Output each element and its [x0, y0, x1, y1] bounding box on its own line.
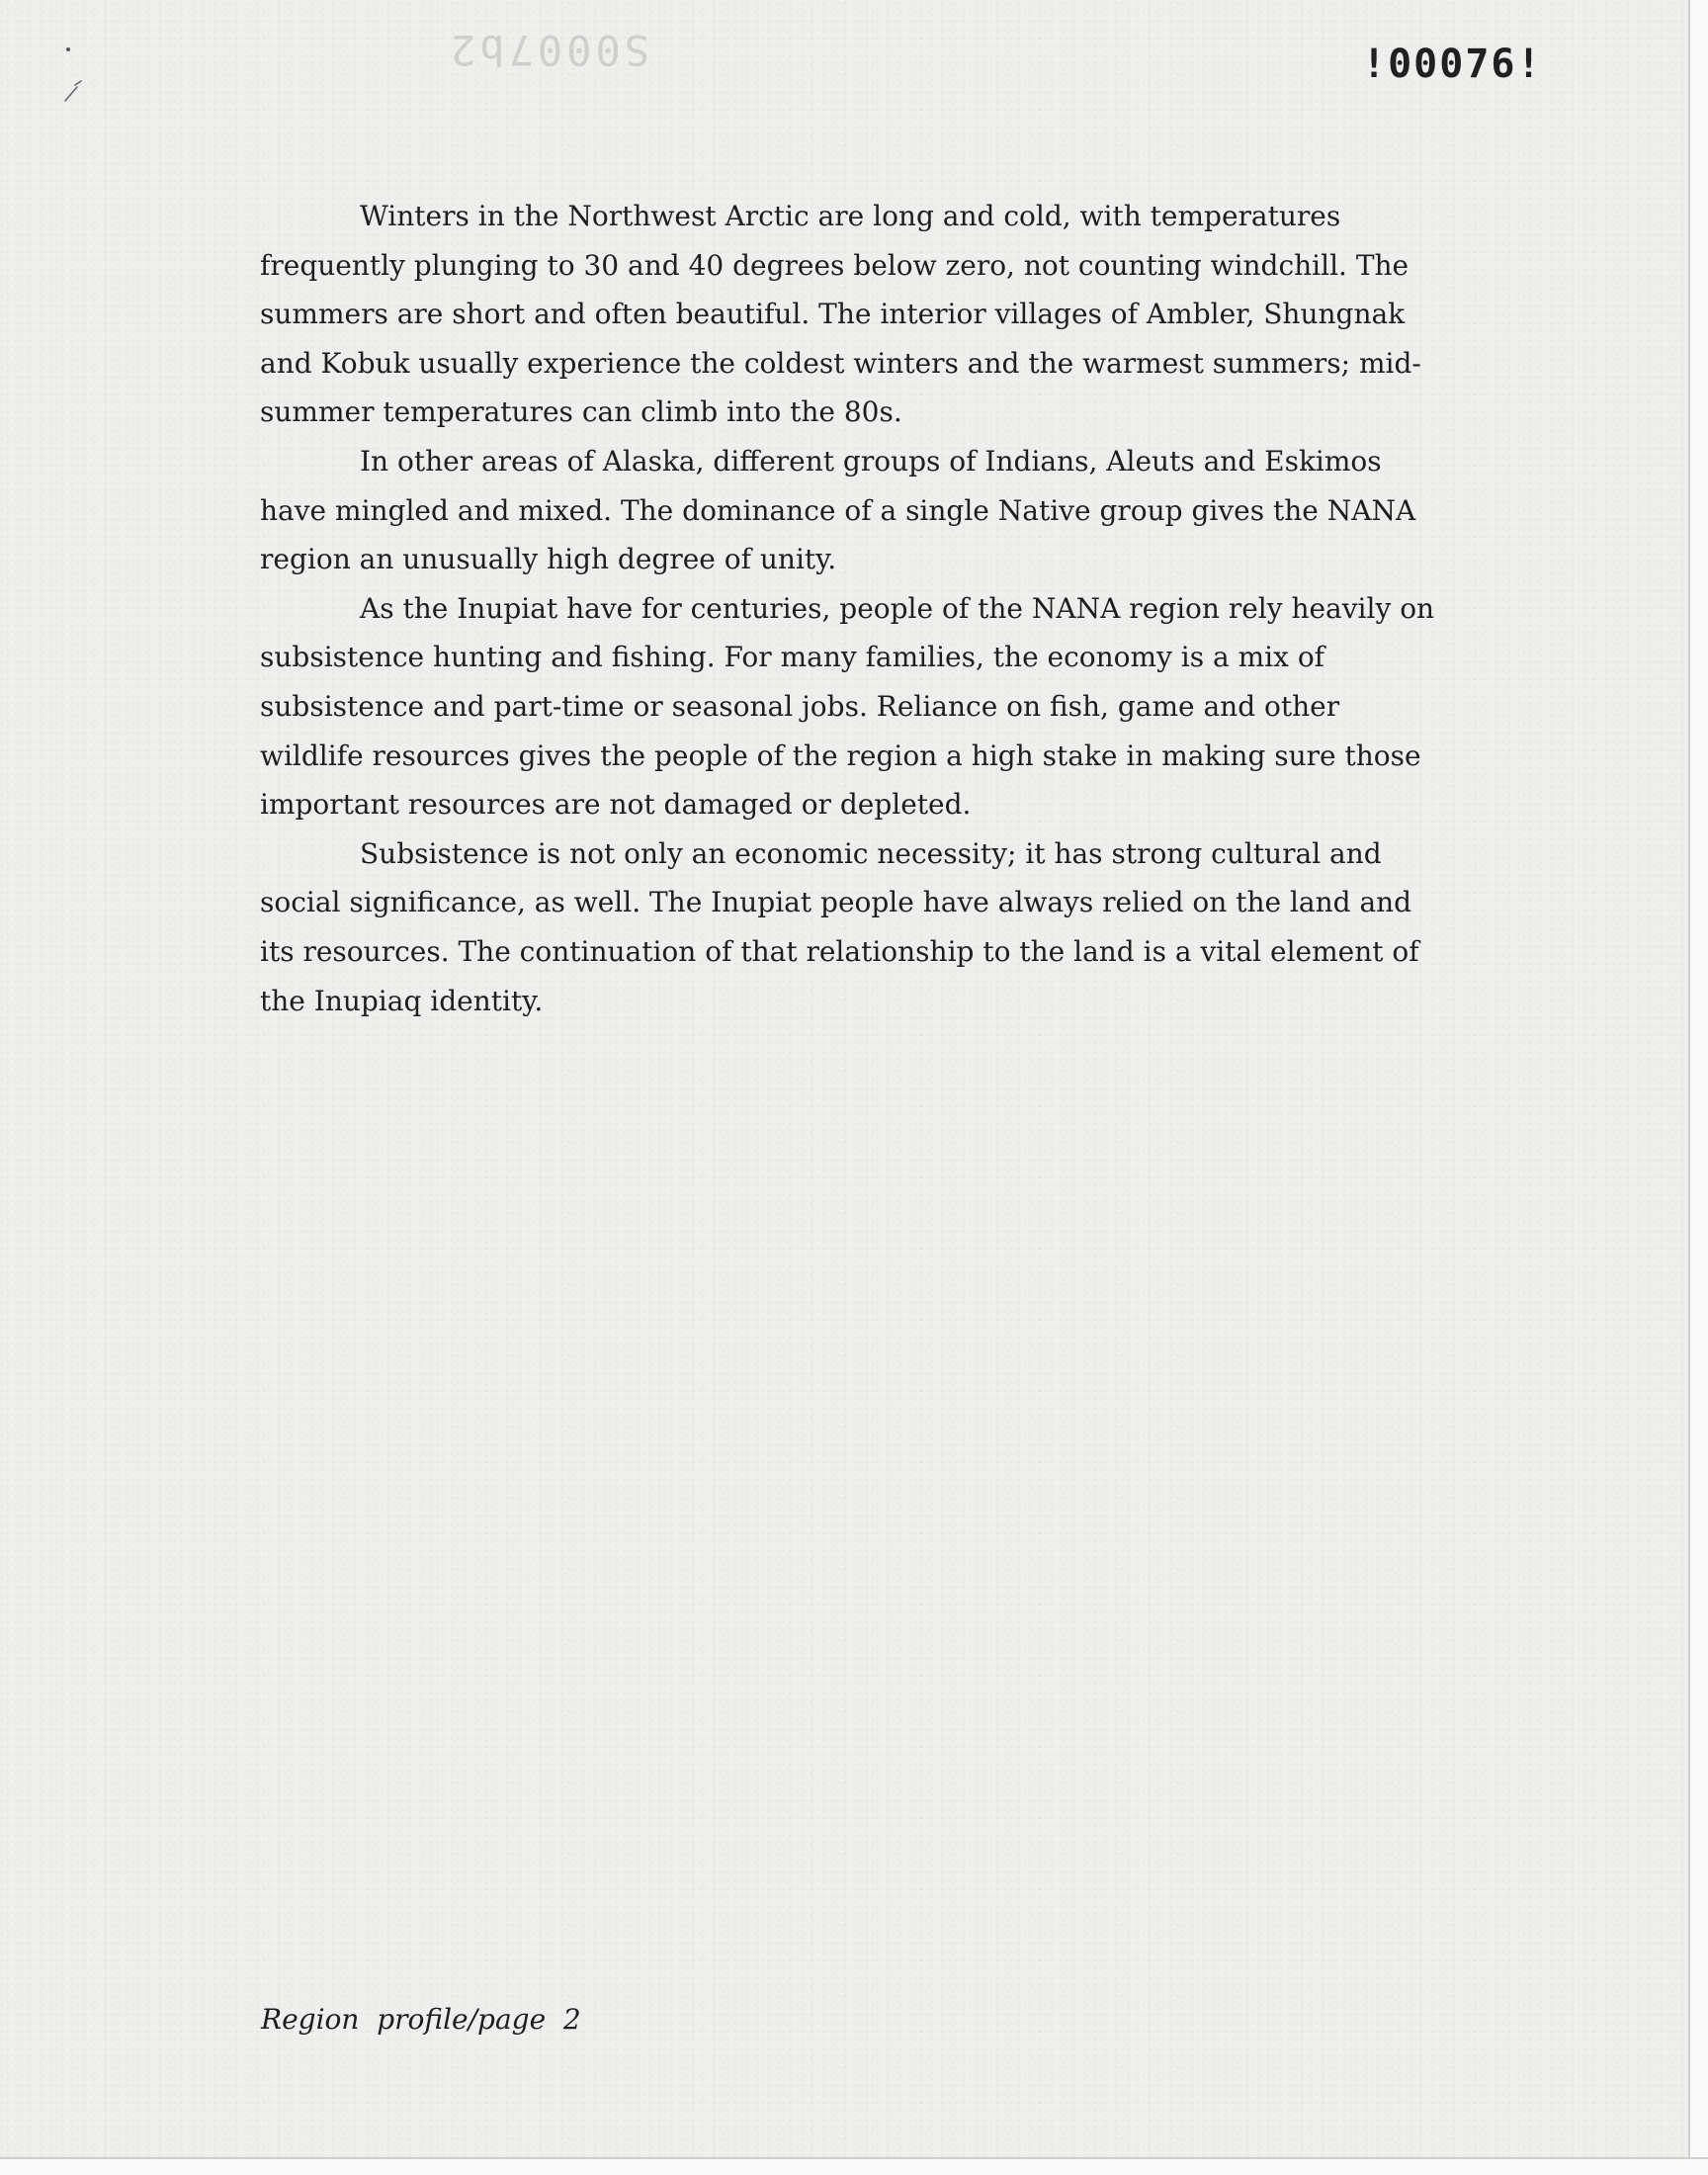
- paragraph-cultural-significance: Subsistence is not only an economic necessity; it has strong cultural and social significance, as well. The Inupiat people have always relied on the land and its resources. The continuation of that relationship to the land is a vital element of the Inupiaq identity.: [260, 836, 1419, 1017]
- body-text: [260, 192, 1451, 1025]
- scan-edge-bottom: [0, 2157, 1708, 2175]
- page-footer: Region profile/page 2: [261, 2003, 581, 2036]
- paragraph-subsistence-economy: As the Inupiat have for centuries, people of the NANA region rely heavily on subsistence hunting and fishing. For many families, the economy is a mix of subsistence and part-time or seasonal jobs. Reliance on fish, game and other wildlife resources gives the people of the region a high stake in making sure those important resources are not damaged or depleted.: [260, 591, 1435, 822]
- document-number-stamp: !00076!: [1362, 42, 1543, 87]
- paragraph-climate: Winters in the Northwest Arctic are long and cold, with temperatures frequently plunging to 30 and 40 degrees below zero, not counting windchill. The summers are short and often beautiful. The interior villages of Ambler, Shungnak and Kobuk usually experience the coldest winters and the warmest summers; mid-summer temperatures can climb into the 80s.: [260, 200, 1421, 429]
- paragraph-unity: In other areas of Alaska, different groups of Indians, Aleuts and Eskimos have mingled and mixed. The dominance of a single Native group gives the NANA region an unusually high degree of unity.: [260, 444, 1416, 576]
- scan-edge-right: [1688, 0, 1708, 2175]
- bleed-through-stamp: S0007b2: [447, 26, 650, 74]
- pen-mark-icon: [61, 47, 87, 103]
